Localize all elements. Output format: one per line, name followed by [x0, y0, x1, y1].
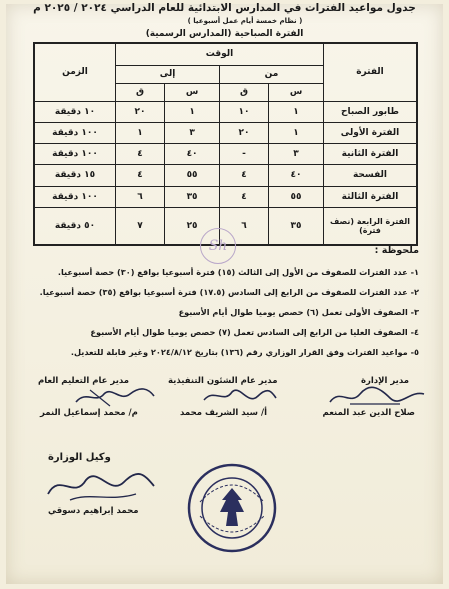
cell-duration: ١٠٠ دقيقة — [34, 144, 116, 165]
cell-to-minute: ١ — [116, 122, 165, 143]
cell-to-hour: ١ — [165, 101, 220, 122]
header-from-hour: س — [269, 83, 324, 101]
cell-period: الفترة الثانية — [324, 144, 418, 165]
general-ed-name: م/ محمد إسماعيل النمر — [40, 408, 138, 418]
cell-to-minute: ٤ — [116, 144, 165, 165]
cell-from-minute: ٢٠ — [220, 122, 269, 143]
period-heading: الفترة الصباحية (المدارس الرسمية) — [145, 29, 304, 39]
cell-from-hour: ١ — [269, 122, 324, 143]
header-period: الفترة — [324, 43, 418, 101]
note-item: ٥- مواعيد الفترات وفق القرار الوزاري رقم (١٣٦) بتاريخ ٢٠٢٤/٨/١٢ وغير قابلة للتعديل. — [70, 347, 419, 357]
cell-from-minute: ٦ — [220, 207, 269, 245]
exec-affairs-name: أ/ سيد الشريف محمد — [180, 408, 267, 418]
cell-from-minute: - — [220, 144, 269, 165]
cell-period: الفترة الأولى — [324, 122, 418, 143]
table-row — [34, 144, 417, 165]
cell-from-hour: ٣٥ — [269, 207, 324, 245]
admin-manager-title: مدير الإدارة — [360, 376, 409, 386]
cell-to-hour: ٢٥ — [165, 207, 220, 245]
cell-to-hour: ٣ — [165, 122, 220, 143]
header-time: الوقت — [116, 43, 324, 65]
cell-duration: ١٥ دقيقة — [34, 165, 116, 186]
cell-duration: ١٠ دقيقة — [34, 101, 116, 122]
admin-manager-name: صلاح الدين عبد المنعم — [322, 408, 415, 418]
deputy-name: محمد إبراهيم دسوقي — [48, 506, 139, 516]
notes-heading: ملحوظة : — [374, 245, 419, 256]
cell-period: الفترة الثالثة — [324, 186, 418, 207]
cell-to-hour: ٣٥ — [165, 186, 220, 207]
note-item: ٣- الصفوف الأولى تعمل (٦) حصص يوميا طوال أيام الأسبوع — [178, 307, 419, 317]
cell-to-minute: ٧ — [116, 207, 165, 245]
note-item: ٢- عدد الفترات للصفوف من الرابع إلى السادس (١٧.٥) فترة أسبوعيا بواقع (٣٥) حصة أسبوعيا. — [39, 287, 419, 297]
cell-period: طابور الصباح — [324, 101, 418, 122]
document-subtitle: ( نظام خمسة أيام عمل أسبوعيا ) — [187, 17, 303, 25]
header-to-hour: س — [165, 83, 220, 101]
cell-to-minute: ٦ — [116, 186, 165, 207]
general-ed-title: مدير عام التعليم العام — [38, 376, 130, 386]
table-row — [34, 186, 417, 207]
watermark-logo: Sh — [200, 228, 236, 264]
table-header-row — [34, 43, 417, 65]
cell-duration: ١٠٠ دقيقة — [34, 122, 116, 143]
exec-affairs-signature-icon — [196, 384, 282, 410]
cell-from-hour: ٣ — [269, 144, 324, 165]
cell-to-hour: ٥٥ — [165, 165, 220, 186]
deputy-title: وكيل الوزارة — [48, 452, 111, 463]
cell-to-minute: ٢٠ — [116, 101, 165, 122]
table-row — [34, 122, 417, 143]
header-from: من — [220, 65, 324, 83]
exec-affairs-title: مدير عام الشئون التنفيذية — [168, 376, 278, 386]
header-to: إلى — [116, 65, 220, 83]
cell-to-minute: ٤ — [116, 165, 165, 186]
cell-from-minute: ٤ — [220, 186, 269, 207]
table-row — [34, 101, 417, 122]
schedule-table — [33, 42, 418, 246]
cell-from-hour: ٤٠ — [269, 165, 324, 186]
admin-manager-signature-icon — [320, 384, 430, 410]
general-ed-signature-icon — [70, 384, 160, 410]
note-item: ١- عدد الفترات للصفوف من الأول إلى الثالث (١٥) فترة أسبوعيا بواقع (٣٠) حصة أسبوعيا. — [57, 267, 419, 277]
cell-to-hour: ٤٠ — [165, 144, 220, 165]
header-from-minute: ق — [220, 83, 269, 101]
cell-duration: ١٠٠ دقيقة — [34, 186, 116, 207]
cell-period: الفترة الرابعة (نصف فترة) — [324, 207, 418, 245]
cell-duration: ٥٠ دقيقة — [34, 207, 116, 245]
table-row — [34, 165, 417, 186]
notes-list — [29, 262, 419, 362]
note-item: ٤- الصفوف العليا من الرابع إلى السادس تعمل (٧) حصص يوميا طوال أيام الأسبوع — [90, 327, 419, 337]
cell-from-minute: ١٠ — [220, 101, 269, 122]
header-duration: الزمن — [34, 43, 116, 101]
cell-from-hour: ١ — [269, 101, 324, 122]
header-to-minute: ق — [116, 83, 165, 101]
cell-from-minute: ٤ — [220, 165, 269, 186]
cell-period: الفسحة — [324, 165, 418, 186]
official-seal-icon — [186, 462, 278, 554]
document-title: جدول مواعيد الفترات في المدارس الابتدائية للعام الدراسي ٢٠٢٤ / ٢٠٢٥ م — [33, 2, 416, 14]
deputy-signature-icon — [40, 466, 160, 506]
cell-from-hour: ٥٥ — [269, 186, 324, 207]
